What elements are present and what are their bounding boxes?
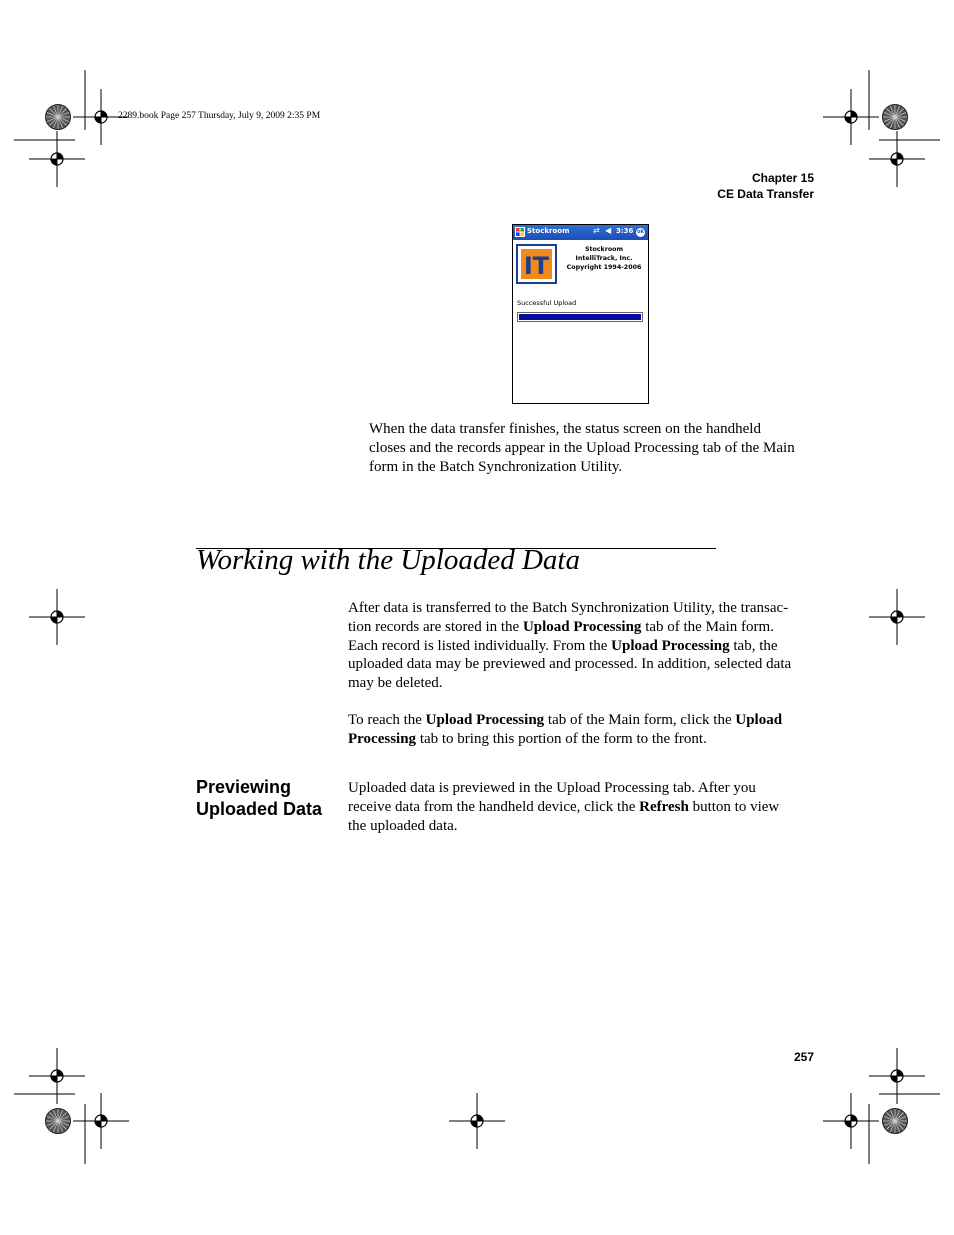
star-target-mark: [883, 105, 908, 130]
text-line: uploaded data may be previewed and processed. In addition, selected data: [348, 656, 792, 673]
star-target-mark: [46, 105, 71, 130]
registration-mark: [73, 89, 129, 145]
star-target-mark: [46, 1109, 71, 1134]
text-line: may be deleted.: [348, 675, 443, 692]
svg-text:IT: IT: [523, 252, 550, 280]
text-line: closes and the records appear in the Upload Processing tab of the Main: [369, 439, 795, 456]
speaker-icon: ◀: [605, 226, 612, 235]
text-line: When the data transfer finishes, the status screen on the handheld: [369, 421, 761, 437]
text-line: Each record is listed individually. From the Upload Processing tab, the: [348, 637, 778, 654]
registration-mark: [29, 131, 85, 187]
star-target-mark: [883, 1109, 908, 1134]
device-app-title: Stockroom: [527, 227, 570, 235]
text-line: Uploaded data is previewed in the Upload Processing tab. After you: [348, 780, 756, 796]
print-slug: 2289.book Page 257 Thursday, July 9, 2009 2:35 PM: [118, 111, 321, 121]
about-line: Copyright 1994-2006: [566, 264, 642, 271]
registration-mark: [29, 1048, 85, 1104]
section-heading: Working with the Uploaded Data: [196, 544, 580, 576]
chapter-label: Chapter 15: [751, 171, 814, 185]
page-number: 257: [793, 1050, 814, 1064]
text-line: form in the Batch Synchronization Utility.: [369, 458, 623, 475]
registration-mark: [29, 589, 85, 645]
registration-mark: [869, 1048, 925, 1104]
text-line: receive data from the handheld device, click the Refresh button to view: [348, 798, 780, 815]
text-line: tion records are stored in the Upload Processing tab of the Main form.: [348, 618, 774, 635]
text-line: Processing tab to bring this portion of the form to the front.: [348, 730, 707, 747]
about-line: Stockroom: [584, 246, 624, 253]
registration-mark: [869, 589, 925, 645]
ok-button[interactable]: ok: [637, 229, 644, 235]
section-label: CE Data Transfer: [717, 187, 814, 201]
connection-icon: ⇄: [593, 226, 600, 235]
device-clock: 3:36: [616, 227, 634, 235]
text-line: To reach the Upload Processing tab of the Main form, click the Upload: [348, 712, 783, 728]
text-line: After data is transferred to the Batch Synchronization Utility, the transac-: [348, 600, 789, 616]
about-line: IntelliTrack, Inc.: [575, 255, 633, 262]
registration-mark: [823, 89, 879, 145]
text-line: the uploaded data.: [348, 817, 458, 834]
registration-mark: [869, 131, 925, 187]
registration-mark: [449, 1093, 505, 1149]
registration-mark: [823, 1093, 879, 1149]
subsection-heading: Previewing Uploaded Data: [196, 777, 323, 819]
registration-mark: [73, 1093, 129, 1149]
upload-status-text: Successful Upload: [517, 299, 577, 307]
